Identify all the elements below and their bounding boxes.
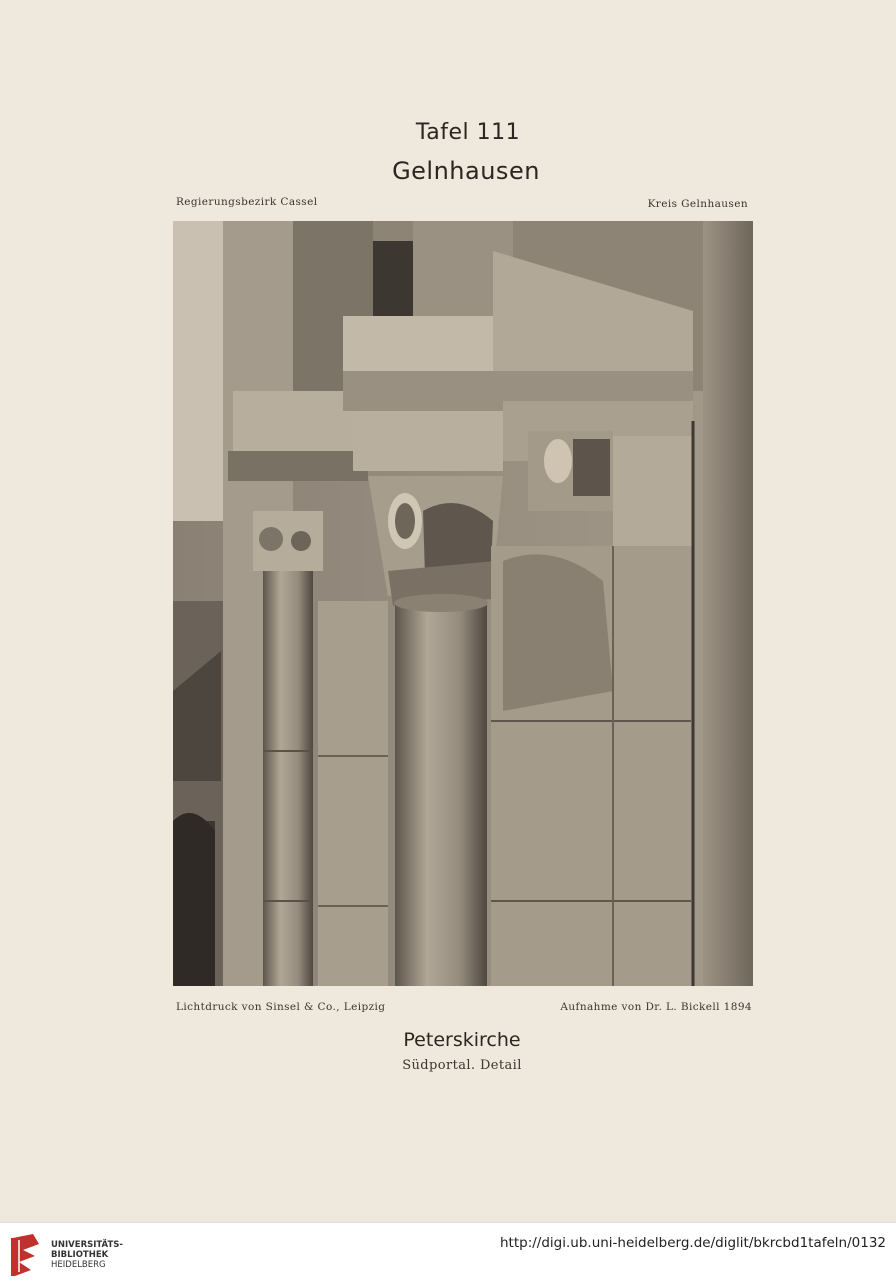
library-footer xyxy=(0,1222,896,1288)
view-description: Südportal. Detail xyxy=(402,1058,522,1073)
district-label: Kreis Gelnhausen xyxy=(647,198,748,210)
library-logo-text[interactable] xyxy=(51,1240,123,1270)
column-capitals-illustration xyxy=(173,221,753,986)
printer-credit: Lichtdruck von Sinsel & Co., Leipzig xyxy=(176,1001,386,1013)
logo-line-university: UNIVERSITÄTS- xyxy=(51,1240,123,1250)
region-label: Regierungsbezirk Cassel xyxy=(176,196,318,208)
place-title: Gelnhausen xyxy=(392,157,540,185)
architectural-photograph xyxy=(173,221,753,986)
photographer-credit: Aufnahme von Dr. L. Bickell 1894 xyxy=(560,1001,752,1013)
permalink-url[interactable]: http://digi.ub.uni-heidelberg.de/diglit/bkrcbd1tafeln/0132 xyxy=(499,1235,886,1251)
church-name: Peterskirche xyxy=(403,1029,521,1051)
plate-number-title: Tafel 111 xyxy=(415,120,521,145)
university-library-logo-icon[interactable] xyxy=(9,1232,43,1278)
logo-line-heidelberg: HEIDELBERG xyxy=(51,1260,106,1270)
logo-line-library: BIBLIOTHEK xyxy=(51,1250,109,1260)
